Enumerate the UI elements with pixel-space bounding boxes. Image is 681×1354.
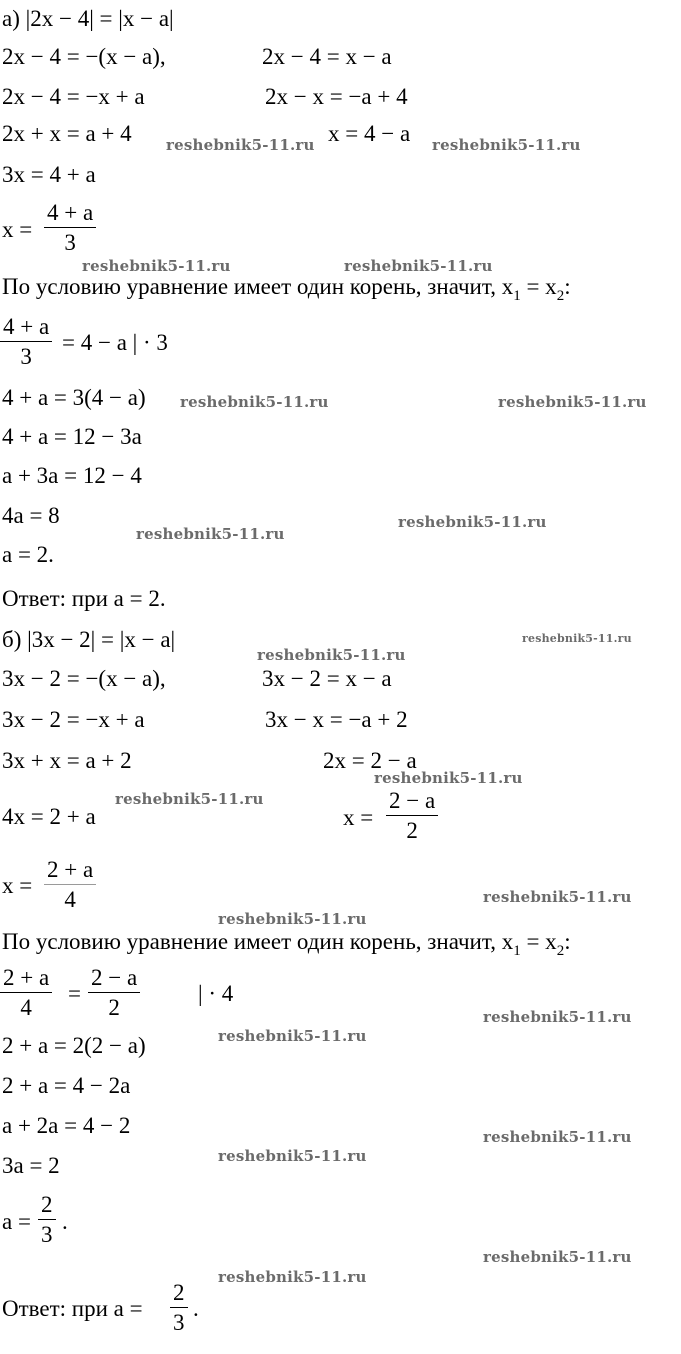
fraction-numerator: 2 − a (88, 965, 140, 993)
part-b-eq-fraction-right (88, 965, 140, 1021)
part-b-eq-mult: | · 4 (198, 981, 234, 1006)
watermark: reshebnik5-11.ru (257, 646, 406, 664)
watermark: reshebnik5-11.ru (483, 888, 632, 906)
watermark: reshebnik5-11.ru (218, 1147, 367, 1165)
watermark: reshebnik5-11.ru (483, 1008, 632, 1026)
fraction-denominator: 3 (173, 1310, 185, 1335)
condition-text: По условию уравнение имеет один корень, значит, (2, 929, 496, 954)
part-a-eq-rhs: = 4 − a | · 3 (62, 330, 168, 355)
fraction-denominator: 2 (406, 818, 418, 843)
fraction-denominator: 3 (64, 230, 76, 255)
condition-sub1: 1 (513, 943, 521, 959)
watermark: reshebnik5-11.ru (218, 1027, 367, 1045)
part-a-line3-right: x = 4 − a (328, 121, 411, 146)
watermark: reshebnik5-11.ru (432, 136, 581, 154)
part-a-eq-fraction (0, 314, 52, 370)
fraction-numerator: 2 − a (386, 788, 438, 816)
part-a-step4: 4a = 8 (2, 503, 60, 528)
watermark: reshebnik5-11.ru (522, 632, 632, 645)
condition-colon: : (564, 929, 571, 954)
part-b-step5-lhs: a = (2, 1209, 31, 1234)
part-a-condition (2, 274, 571, 303)
part-a-line1-right: 2x − 4 = x − a (262, 44, 392, 69)
condition-text: По условию уравнение имеет один корень, значит, (2, 274, 496, 299)
condition-sub1: 1 (513, 288, 521, 304)
part-a-line2-right: 2x − x = −a + 4 (265, 84, 408, 109)
part-b-header: б) |3x − 2| = |x − a| (2, 627, 176, 652)
part-b-answer-fraction (170, 1280, 188, 1336)
part-b-line3-left: 3x + x = a + 2 (2, 748, 132, 773)
fraction-denominator: 4 (64, 887, 76, 912)
watermark: reshebnik5-11.ru (398, 513, 547, 531)
fraction-numerator: 4 + a (0, 314, 52, 342)
part-b-eq-sign: = (68, 981, 81, 1006)
watermark: reshebnik5-11.ru (180, 393, 329, 411)
fraction-numerator: 2 (170, 1280, 188, 1308)
fraction-denominator: 3 (41, 1222, 53, 1247)
watermark: reshebnik5-11.ru (166, 136, 315, 154)
part-b-line1-left: 3x − 2 = −(x − a), (2, 666, 166, 691)
part-b-x-lhs: x = (2, 873, 33, 898)
part-b-step1: 2 + a = 2(2 − a) (2, 1033, 146, 1058)
part-b-answer-dot: . (193, 1296, 199, 1321)
condition-eq: = x (520, 274, 557, 299)
part-b-eq-fraction-left (0, 965, 52, 1021)
condition-x1: x (501, 929, 514, 954)
part-b-line1-right: 3x − 2 = x − a (262, 666, 392, 691)
fraction-denominator: 4 (20, 995, 32, 1020)
part-b-line3-right: 2x = 2 − a (323, 748, 417, 773)
part-a-step1: 4 + a = 3(4 − a) (2, 385, 146, 410)
part-b-step5-fraction (38, 1192, 56, 1248)
fraction-denominator: 3 (20, 344, 32, 369)
part-b-step5-dot: . (62, 1209, 68, 1234)
watermark: reshebnik5-11.ru (498, 393, 647, 411)
part-b-answer-text: Ответ: при a = (2, 1296, 143, 1321)
part-b-line2-right: 3x − x = −a + 2 (265, 707, 408, 732)
watermark: reshebnik5-11.ru (218, 910, 367, 928)
fraction-numerator: 2 + a (0, 965, 52, 993)
part-a-answer: Ответ: при a = 2. (2, 586, 166, 611)
fraction-denominator: 2 (108, 995, 120, 1020)
condition-sub2: 2 (556, 288, 565, 304)
part-a-header: а) |2x − 4| = |x − a| (2, 6, 174, 31)
part-a-line3-left: 2x + x = a + 4 (2, 121, 132, 146)
condition-colon: : (564, 274, 571, 299)
watermark: reshebnik5-11.ru (374, 769, 523, 787)
fraction-numerator: 4 + a (44, 200, 96, 228)
fraction-numerator: 2 + a (44, 857, 96, 885)
watermark: reshebnik5-11.ru (82, 257, 231, 275)
condition-eq: = x (520, 929, 557, 954)
watermark: reshebnik5-11.ru (115, 790, 264, 808)
condition-sub2: 2 (556, 943, 565, 959)
watermark: reshebnik5-11.ru (136, 525, 285, 543)
part-a-step5: a = 2. (2, 542, 54, 567)
watermark: reshebnik5-11.ru (218, 1268, 367, 1286)
part-b-condition (2, 929, 571, 958)
watermark: reshebnik5-11.ru (483, 1248, 632, 1266)
watermark: reshebnik5-11.ru (344, 257, 493, 275)
part-a-line1-left: 2x − 4 = −(x − a), (2, 44, 166, 69)
condition-x1: x (501, 274, 514, 299)
part-a-x-fraction (44, 200, 96, 256)
part-b-step4: 3a = 2 (2, 1153, 60, 1178)
part-a-line4: 3x = 4 + a (2, 162, 96, 187)
part-b-x-fraction (44, 857, 96, 913)
part-b-line2-left: 3x − 2 = −x + a (2, 707, 145, 732)
part-a-x-lhs: x = (2, 217, 33, 242)
fraction-numerator: 2 (38, 1192, 56, 1220)
watermark: reshebnik5-11.ru (483, 1128, 632, 1146)
part-b-step3: a + 2a = 4 − 2 (2, 1113, 131, 1138)
part-a-step2: 4 + a = 12 − 3a (2, 424, 142, 449)
part-b-xr-fraction (386, 788, 438, 844)
part-a-line2-left: 2x − 4 = −x + a (2, 84, 145, 109)
part-a-step3: a + 3a = 12 − 4 (2, 463, 142, 488)
part-b-xr-lhs: x = (343, 805, 374, 830)
part-b-step2: 2 + a = 4 − 2a (2, 1073, 131, 1098)
part-b-line4: 4x = 2 + a (2, 804, 96, 829)
